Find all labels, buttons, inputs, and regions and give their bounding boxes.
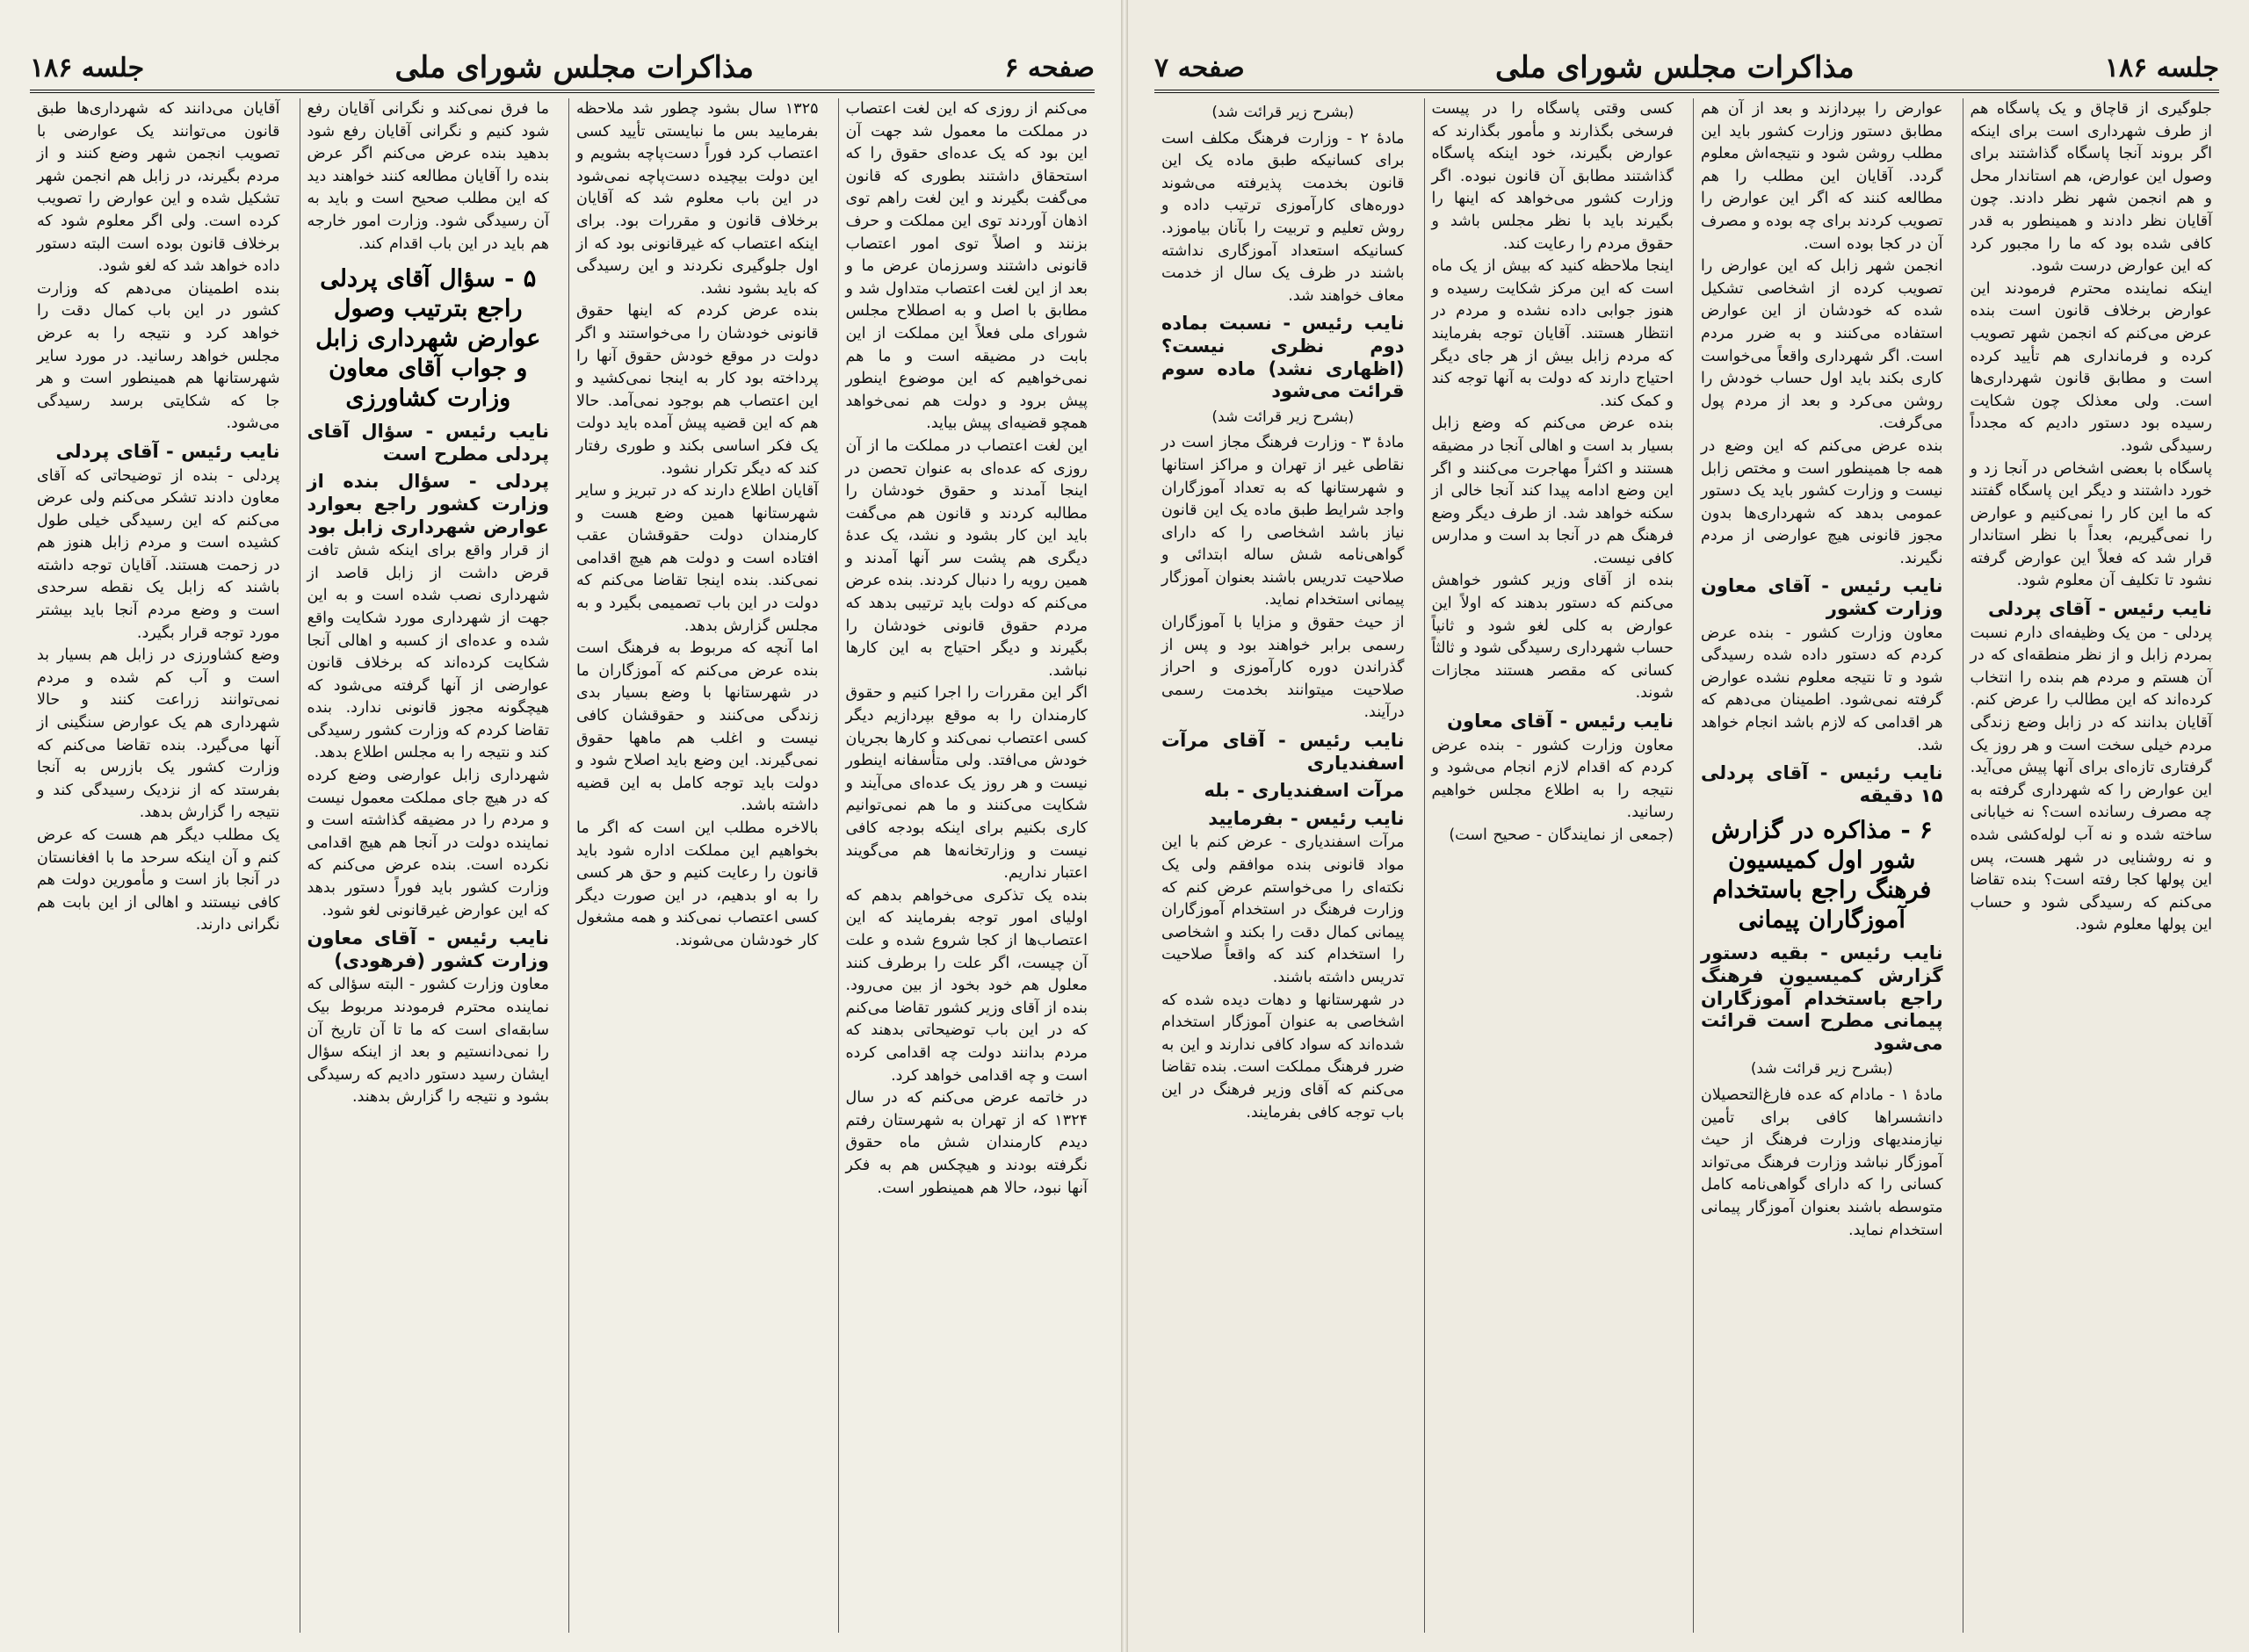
body-paragraph: بنده عرض می‌کنم که این وضع در همه جا همینطور است و مختص زابل نیست و وزارت کشور باید یک دستور عمومی بدهد که شهرداری‌ها بدون مجوز قانونی هیچ عوارضی از مردم نگیرند. <box>1701 436 1943 567</box>
body-paragraph: عوارض را بپردازند و بعد از آن هم مطابق دستور وزارت کشور باید این مطلب روشن شود و نتیجه‌اش معلوم گردد. آقایان این مطلب را هم مطالعه کنند که اگر این عوارض را تصویب کردند برای چه بوده و مصرف آن در کجا بوده است. <box>1701 100 1943 253</box>
body-paragraph: (جمعی از نمایندگان - صحیح است) <box>1449 826 1674 844</box>
body-paragraph: اینجا ملاحظه کنید که بیش از یک ماه است که این مرکز شکایت رسیده و هنوز جوابی داده نشده و مردم در انتظار هستند. آقایان توجه بفرمایند که مردم زابل بیش از هر جای دیگر احتیاج دارند که دولت به آنها توجه کند و کمک کند. <box>1431 257 1674 410</box>
reading-note: (بشرح زیر قرائت شد) <box>1750 1060 1893 1078</box>
body-paragraph: اگر این مقررات را اجرا کنیم و حقوق کارمندان را به موقع بپردازیم دیگر کسی اعتصاب نمی‌کند و کارها بجریان خودش می‌افتد. ولی متأسفانه اینطور نیست و هر روز یک عده‌ای می‌آیند و شکایت می‌کنند و ما هم نمی‌توانیم کاری بکنیم برای اینکه بودجه کافی نیست و وزارتخانه‌ها هم می‌گویند اعتبار نداریم. <box>845 684 1088 883</box>
publication-title: مذاکرات مجلس شورای ملی <box>1495 50 1855 85</box>
speaker-line: نایب رئیس - آقای پردلی ۱۵ دقیقه <box>1701 762 1943 806</box>
body-paragraph: معاون وزارت کشور - بنده عرض کردم که دستور داده شده رسیدگی شود و تا نتیجه معلوم نشده عوارض گرفته نمی‌شود. اطمینان می‌دهم که هر اقدامی که لازم باشد انجام خواهد شد. <box>1701 624 1943 754</box>
page-number: صفحه ۶ <box>1004 52 1095 83</box>
body-paragraph: مادهٔ ۱ - مادام که عده فارغ‌التحصیلان دانشسراها کافی برای تأمین نیازمندیهای وزارت فرهنگ از حیث آموزگار نباشد وزارت فرهنگ می‌تواند کسانی را که دارای گواهی‌نامه کامل متوسطه باشند بعنوان آموزگار پیمانی استخدام نماید. <box>1701 1086 1943 1239</box>
body-paragraph: بنده یک تذکری می‌خواهم بدهم که اولیای امور توجه بفرمایند که این اعتصاب‌ها از کجا شروع شده و علت آن چیست، اگر علت را برطرف کنند معلول هم خود بخود از بین می‌رود. بنده از آقای وزیر کشور تقاضا می‌کنم که در این باب توضیحاتی بدهند که مردم بدانند دولت چه اقدامی کرده است و چه اقدامی خواهد کرد. <box>845 886 1088 1085</box>
speaker-line: نایب رئیس - آقای معاون وزارت کشور (فرهودی) <box>307 927 549 971</box>
body-paragraph: جلوگیری از قاچاق و یک پاسگاه هم از طرف شهرداری است برای اینکه اگر بروند آنجا پاسگاه گذاشتند برای وصول این عوارض، هم استاندار محل و هم انجمن شهر نظر دادند. چون آقایان نظر دادند و همینطور به قدر کافی شده بود که ما را مجبور کرد که این عوارض درست شود. <box>1970 100 2212 276</box>
body-paragraph: ۱۳۲۵ سال بشود چطور شد ملاحظه بفرمایید بس ما نبایستی تأیید کسی اعتصاب کرد فوراً دست‌پاچه بشویم و این دولت بیچیده دست‌پاچه نمی‌شود در این باب معلوم شد که آقایان برخلاف قانون و مقررات بود. برای اینکه اعتصاب که غیرقانونی بود که از اول جلوگیری نکردند و این رسیدگی که باید بشود نشد. <box>576 100 819 298</box>
text-column <box>1963 98 2220 1633</box>
section-heading: ۶ - مذاکره در گزارش شور اول کمیسیون فرهنگ راجع باستخدام آموزگاران پیمانی <box>1710 817 1933 934</box>
session-label: جلسه ۱۸۶ <box>2104 52 2219 83</box>
speaker-line: مرآت اسفندیاری - بله <box>1204 780 1405 802</box>
speaker-line: نایب رئیس - آقای معاون وزارت کشور <box>1701 575 1943 620</box>
body-paragraph: مرآت اسفندیاری - عرض کنم با این مواد قانونی بنده موافقم ولی یک نکته‌ای را می‌خواستم عرض کنم که وزارت فرهنگ در استخدام آموزگاران پیمانی کمال دقت را بکند و اشخاصی را استخدام کند که واقعاً صلاحیت تدریس داشته باشند. <box>1161 833 1405 986</box>
body-paragraph: مادهٔ ۲ - وزارت فرهنگ مکلف است برای کسانیکه طبق ماده یک این قانون بخدمت پذیرفته می‌شوند دوره‌های کارآموزی ترتیب داده و روش تعلیم و تربیت را بآنان بیاموزد. کسانیکه استعداد آموزگاری نداشته باشند در ظرف یک سال از خدمت معاف خواهند شد. <box>1161 129 1405 305</box>
body-paragraph: این عوارض را که شهرداری گرفته به چه مصرف رسانده است؟ نه خیابانی ساخته شده و نه آب لوله‌کشی شده و نه روشنایی در شهر هست، پس این پولها کجا رفته است؟ بنده تقاضا می‌کنم که رسیدگی شود و حساب این پولها معلوم شود. <box>1970 781 2212 934</box>
body-paragraph: از قرار واقع برای اینکه شش تافت قرض داشت از زابل قاصد از شهرداری نصب شده است و به این جهت از شهرداری مورد شکایت واقع شده و عده‌ای از کسبه و اهالی آنجا شکایت کرده‌اند که برخلاف قانون عوارضی از آنها گرفته می‌شود که هیچگونه مجوز قانونی ندارد. بنده تقاضا کردم که وزارت کشور رسیدگی کند و نتیجه را به مجلس اطلاع بدهد. <box>307 542 549 762</box>
body-paragraph: پاسگاه با بعضی اشخاص در آنجا زد و خورد داشتند و دیگر این پاسگاه گفتند که ما این کار را نمی‌کنیم و عوارض را نمی‌گیریم، بعداً با نظر استاندار قرار شد که فعلاً این عوارض گرفته نشود تا تکلیف آن معلوم شود. <box>1970 459 2212 590</box>
body-paragraph: پردلی - من یک وظیفه‌ای دارم نسبت بمردم زابل و از نظر منطقه‌ای که در آن هستم و مردم هم بنده را انتخاب کرده‌اند که این مطالب را عرض کنم. آقایان بدانند که در زابل وضع زندگی مردم خیلی سخت است و هر روز یک گرفتاری تازه‌ای برای آنها پیش می‌آید. <box>1970 624 2212 777</box>
body-paragraph: پردلی - بنده از توضیحاتی که آقای معاون دادند تشکر می‌کنم ولی عرض می‌کنم که این رسیدگی خیلی طول کشیده است و مردم زابل هنوز هم در زحمت هستند. آقایان توجه داشته باشند که زابل یک نقطه سرحدی است و وضع مردم آنجا باید بیشتر مورد توجه قرار بگیرد. <box>37 466 280 642</box>
body-paragraph: ما فرق نمی‌کند و نگرانی آقایان رفع شود کنیم و نگرانی آقایان رفع شود بدهید بنده عرض می‌کنم اگر عرض بنده را آقایان مطالعه کنند خواهند دید که این مطلب صحیح است و باید به آن رسیدگی شود. وزارت امور خارجه هم باید در این باب اقدام کند. <box>307 100 549 253</box>
body-paragraph: در خاتمه عرض می‌کنم که در سال ۱۳۲۴ که از تهران به شهرستان رفتم دیدم کارمندان شش ماه حقوق نگرفته بودند و هیچکس هم به فکر آنها نبود، حالا هم همینطور است. <box>845 1089 1088 1197</box>
speaker-line: نایب رئیس - آقای مرآت اسفندیاری <box>1161 730 1405 774</box>
text-column <box>568 98 826 1633</box>
page-header <box>1154 46 2219 93</box>
page-header <box>30 46 1095 93</box>
page-7 <box>1124 0 2249 1652</box>
text-column <box>1424 98 1681 1633</box>
text-column <box>838 98 1096 1633</box>
body-paragraph: کسی وقتی پاسگاه را در پیست فرسخی بگذارند و مأمور بگذارند که عوارض بگیرند، خود اینکه پاسگاه گذاشتند مطابق آن قانون نبوده. اگر وزارت کشور می‌خواهد که اینها را بگیرند باید با نظر مجلس باشد و حقوق مردم را رعایت کند. <box>1431 100 1674 253</box>
body-paragraph: انجمن شهر زابل که این عوارض را تصویب کرده از اشخاصی تشکیل شده که خودشان از این عوارض استفاده می‌کنند و به ضرر مردم است. اگر شهرداری واقعاً می‌خواست کاری بکند باید اول حساب خودش را روشن می‌کرد و بعد از مردم پول می‌گرفت. <box>1701 257 1943 433</box>
speaker-line: نایب رئیس - آقای معاون <box>1447 711 1674 732</box>
text-column <box>1693 98 1950 1633</box>
body-paragraph: معاون وزارت کشور - بنده عرض کردم که اقدام لازم انجام می‌شود و نتیجه را به اطلاع مجلس خواهیم رسانید. <box>1431 736 1674 822</box>
body-paragraph: بالاخره مطلب این است که اگر ما بخواهیم این مملکت اداره شود باید قانون را رعایت کنیم و حق هر کسی را به او بدهیم، در این صورت دیگر کسی اعتصاب نمی‌کند و همه مشغول کار خودشان می‌شوند. <box>576 819 819 949</box>
body-paragraph: بنده از آقای وزیر کشور خواهش می‌کنم که دستور بدهند که اولاً این عوارض به کلی لغو شود و ثانیاً حساب شهرداری رسیدگی شود و ثالثاً کسانی که مقصر هستند مجازات شوند. <box>1431 572 1674 703</box>
body-paragraph: شهرداری زابل عوارضی وضع کرده که در هیچ جای مملکت معمول نیست و مردم را در مضیقه گذاشته است و نماینده دولت در آنجا هم هیچ اقدامی نکرده است. بنده عرض می‌کنم که وزارت کشور باید فوراً دستور بدهد که این عوارض غیرقانونی لغو شود. <box>307 767 549 920</box>
body-paragraph: وضع کشاورزی در زابل هم بسیار بد است و آب کم شده و مردم نمی‌توانند زراعت کنند و حالا شهرداری هم یک عوارض سنگینی از آنها می‌گیرد. بنده تقاضا می‌کنم که وزارت کشور یک بازرس به آنجا بفرستد که از نزدیک رسیدگی کند و نتیجه را گزارش بدهد. <box>37 646 280 822</box>
body-paragraph: این لغت اعتصاب در مملکت ما از آن روزی که عده‌ای به عنوان تحصن در اینجا آمدند و حقوق خودشان را مطالبه کردند و قانون هم می‌گفت باید این کار بشود و نشد، یک عدهٔ دیگری هم پشت سر آنها آمدند و همین رویه را دنبال کردند. بنده عرض می‌کنم که دولت باید ترتیبی بدهد که مردم حقوق قانونی خودشان را بگیرند و دیگر احتیاج به این کارها نباشد. <box>845 436 1088 680</box>
text-column <box>300 98 557 1633</box>
body-paragraph: مادهٔ ۳ - وزارت فرهنگ مجاز است در نقاطی غیر از تهران و مراکز استانها و شهرستانها که به تعداد آموزگاران واجد شرایط طبق ماده یک این قانون نیاز باشد اشخاصی را که دارای گواهی‌نامه شش ساله ابتدائی و صلاحیت تدریس باشند بعنوان آموزگار پیمانی استخدام نماید. <box>1161 434 1405 610</box>
body-paragraph: اما آنچه که مربوط به فرهنگ است بنده عرض می‌کنم که آموزگاران ما در شهرستانها با وضع بسیار بدی زندگی می‌کنند و حقوقشان کافی نیست و اغلب هم ماهها حقوق نمی‌گیرند. این وضع باید اصلاح شود و دولت باید توجه کامل به این قضیه داشته باشد. <box>576 639 819 815</box>
section-heading: ۵ - سؤال آقای پردلی راجع بترتیب وصول عوارض شهرداری زابل و جواب آقای معاون وزارت کشاورزی <box>315 265 541 413</box>
body-paragraph: آقایان می‌دانند که شهرداری‌ها طبق قانون می‌توانند یک عوارضی با تصویب انجمن شهر وضع کنند و از مردم بگیرند، در زابل هم انجمن شهر تشکیل شده و این عوارض را تصویب کرده است. ولی اگر معلوم شود که برخلاف قانون بوده است البته دستور داده خواهد شد که لغو شود. <box>37 100 280 276</box>
text-column <box>1154 98 1412 1633</box>
column-grid <box>1154 98 2219 1633</box>
body-paragraph: معاون وزارت کشور - البته سؤالی که نماینده محترم فرمودند مربوط بیک سابقه‌ای است که ما تا آن تاریخ آن را نمی‌دانستیم و بعد از اینکه سؤال ایشان رسید دستور دادیم که رسیدگی بشود و نتیجه را گزارش بدهند. <box>307 976 549 1107</box>
speaker-line: نایب رئیس - بقیه دستور گزارش کمیسیون فرهنگ راجع باستخدام آموزگاران پیمانی مطرح است قرائت می‌شود <box>1701 942 1943 1054</box>
body-paragraph: بنده اطمینان می‌دهم که وزارت کشور در این باب کمال دقت را خواهد کرد و نتیجه را به عرض مجلس خواهد رسانید. در مورد سایر شهرستانها هم همینطور است و هر جا که شکایتی برسد رسیدگی می‌شود. <box>37 279 280 433</box>
reading-note: (بشرح زیر قرائت شد) <box>1211 104 1355 121</box>
page-fold <box>1121 0 1128 1652</box>
reading-note: (بشرح زیر قرائت شد) <box>1211 408 1355 426</box>
body-paragraph: می‌کنم از روزی که این لغت اعتصاب در مملکت ما معمول شد جهت آن این بود که یک عده‌ای حقوق را که استحقاق داشتند بطوری که قانون می‌گفت بگیرند و این لغت راهم توی اذهان آوردند توی این مملکت و حرف بزنند و اصلاً توی امور اعتصاب قانونی داشتند وسرزمان عرض ما و بعد از این لغت اعتصاب متداول شد و مطابق با اصل و به اصطلاح مجلس شورای ملی فعلاً این مملکت از این بابت در مضیقه است و ما هم نمی‌خواهیم که این موضوع اینطور پیش برود و دولت هم نمی‌خواهد همچو قضیه‌ای پیش بیاید. <box>845 100 1088 433</box>
speaker-line: نایب رئیس - سؤال آقای پردلی مطرح است <box>307 421 549 465</box>
body-paragraph: از حیث حقوق و مزایا با آموزگاران رسمی برابر خواهند بود و پس از گذراندن دوره کارآموزی و احراز صلاحیت میتوانند بخدمت رسمی درآیند. <box>1161 614 1405 722</box>
body-paragraph: بنده عرض کردم که اینها حقوق قانونی خودشان را می‌خواستند و اگر دولت در موقع خودش حقوق آنها را پرداخته بود کار به اینجا نمی‌کشید و این اعتصاب هم بوجود نمی‌آمد. حالا هم که این قضیه پیش آمده باید دولت یک فکر اساسی بکند و طوری رفتار کند که دیگر تکرار نشود. <box>576 302 819 478</box>
publication-title: مذاکرات مجلس شورای ملی <box>394 50 754 85</box>
speaker-line: نایب رئیس - بفرمایید <box>1208 807 1405 829</box>
text-column <box>30 98 287 1633</box>
speaker-line: پردلی - سؤال بنده از وزارت کشور راجع بعوارد عوارض شهرداری زابل بود <box>307 471 549 537</box>
body-paragraph: بنده عرض می‌کنم که وضع زابل بسیار بد است و اهالی آنجا در مضیقه هستند و اکثراً مهاجرت می‌کنند و اگر این وضع ادامه پیدا کند آنجا خالی از سکنه خواهد شد. از طرف دیگر وضع فرهنگ هم در آنجا بد است و مدارس کافی نیست. <box>1431 415 1674 567</box>
body-paragraph: یک مطلب دیگر هم هست که عرض کنم و آن اینکه سرحد ما با افغانستان در آنجا باز است و مأمورین دولت هم کافی نیستند و اهالی از این بابت هم نگرانی دارند. <box>37 826 280 934</box>
page-number: صفحه ۷ <box>1154 52 1245 83</box>
session-label: جلسه ۱۸۶ <box>30 52 145 83</box>
body-paragraph: در شهرستانها و دهات دیده شده که اشخاصی به عنوان آموزگار استخدام شده‌اند که سواد کافی ندارند و این به ضرر فرهنگ مملکت است. بنده تقاضا می‌کنم که آقای وزیر فرهنگ در این باب توجه کافی بفرمایند. <box>1161 991 1405 1122</box>
speaker-line: نایب رئیس - نسبت بماده دوم نظری نیست؟ (اظهاری نشد) ماده سوم قرائت می‌شود <box>1161 313 1405 402</box>
page-6 <box>0 0 1124 1652</box>
speaker-line: نایب رئیس - آقای پردلی <box>55 440 280 462</box>
body-paragraph: آقایان اطلاع دارند که در تبریز و سایر شهرستانها همین وضع هست و کارمندان دولت حقوقشان عقب افتاده است و دولت هم هیچ اقدامی نمی‌کند. بنده اینجا تقاضا می‌کنم که دولت در این باب تصمیمی بگیرد و به مجلس گزارش بدهد. <box>576 482 819 635</box>
body-paragraph: اینکه نماینده محترم فرمودند این عوارض برخلاف قانون است بنده عرض می‌کنم که انجمن شهر تصویب کرده و فرمانداری هم تأیید کرده است و مطابق قانون شهرداری‌ها است. ولی معذلک چون شکایت رسیده بود دستور دادیم که مجدداً رسیدگی شود. <box>1970 279 2212 455</box>
column-grid <box>30 98 1095 1633</box>
speaker-line: نایب رئیس - آقای پردلی <box>1987 598 2212 620</box>
